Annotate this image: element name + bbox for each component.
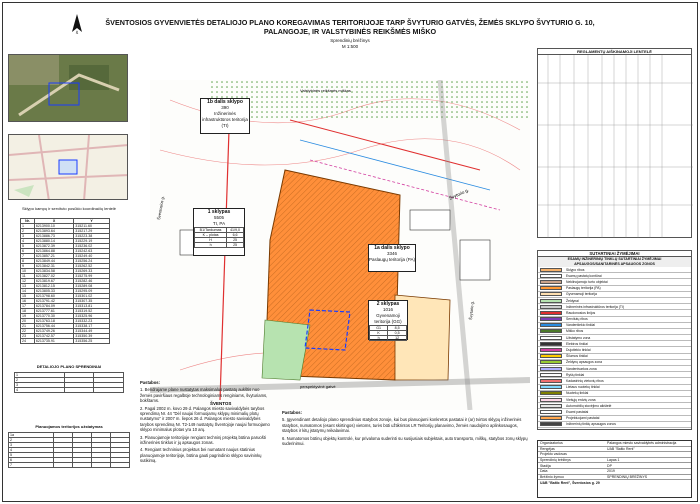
plot2-params xyxy=(369,325,407,341)
aerial-photo-icon xyxy=(9,55,128,122)
table-cell xyxy=(64,388,94,393)
table-cell: 2 xyxy=(9,438,54,443)
title-block-key: Brėžinio žymuo xyxy=(540,474,564,479)
table-cell: 5 xyxy=(9,453,54,458)
table-cell: 6213819.67 xyxy=(34,279,73,284)
table-cell: 22 xyxy=(21,329,35,334)
legend-label: Lietaus nuotekų tinklai xyxy=(566,385,600,390)
legend-label: Inžinerinių tinklų apsaugos zonos xyxy=(566,422,616,427)
legend-sub1: ESAMŲ INŽINERINIŲ TINKLŲ SUTARTINIAI ŽYMĖJIMAI xyxy=(538,257,691,262)
legend-label: Gyvenamoji teritorija xyxy=(566,292,597,297)
drawing-type: Sprendinių brėžinys xyxy=(330,38,370,43)
drawing-scale: M 1:500 xyxy=(341,44,359,49)
legend-swatch xyxy=(540,342,562,346)
title-block-value: SPRENDINIŲ BRĖŽINYS xyxy=(607,474,648,479)
legend-title: SUTARTINIAI ŽYMĖJIMAI xyxy=(538,251,691,257)
table-cell: 315256.24 xyxy=(74,259,110,264)
legend-label: Šilumos tinklai xyxy=(566,354,588,359)
legend-swatch xyxy=(540,336,562,340)
registry-title: REGLAMENTŲ AIŠKINAMOJI LENTELĖ xyxy=(538,49,691,55)
legend-label: Viešųjų erdvių zona xyxy=(566,397,596,402)
note-item: 4. Rengiant techninius projektus bei numatant naujus statinius planuojamoje teritorijoje, būtina gauti pagrindinio sklypo savininkų sutikimą. xyxy=(140,447,262,464)
table-cell: 6213900.10 xyxy=(34,224,73,229)
table-cell: 315217.29 xyxy=(74,229,110,234)
title-block-key: Organizatorius xyxy=(540,441,563,446)
table-cell: 315319.52 xyxy=(74,309,110,314)
legend-swatch xyxy=(540,274,562,278)
table-cell: 315242.63 xyxy=(74,249,110,254)
table-cell: 6213872.39 xyxy=(34,244,73,249)
map-label-forest: Valstybinės reikšmės miškas xyxy=(300,88,351,93)
table-cell: 24 xyxy=(21,339,35,344)
table-cell: 315307.35 xyxy=(74,299,110,304)
legend-label: Nekilnojamojo turto objektai xyxy=(566,279,608,284)
legend-label: Vandentvarkos zona xyxy=(566,366,597,371)
legend-label: Automobilių stovėjimo aikštelė xyxy=(566,403,612,408)
legend-swatch xyxy=(540,410,562,414)
table-header: X xyxy=(34,219,73,224)
table-cell: 315289.08 xyxy=(74,284,110,289)
title-block-key: Rengėjas xyxy=(540,446,555,451)
table-row xyxy=(195,228,244,233)
table-cell: 6 xyxy=(9,458,54,463)
table-cell xyxy=(53,463,72,468)
table-cell: 6213798.60 xyxy=(34,294,73,299)
table-cell: 6213756.44 xyxy=(34,324,73,329)
table-cell: 6213886.73 xyxy=(34,234,73,239)
table-cell: 4 xyxy=(21,239,35,244)
legend-items xyxy=(538,267,691,428)
table-cell: K – plotas xyxy=(195,233,227,238)
title-block-value: 2019 xyxy=(607,469,615,474)
table-cell: 14 xyxy=(21,289,35,294)
table-cell: 6213834.58 xyxy=(34,269,73,274)
legend-label: Inžinerinės infrastruktūros teritorija (TI) xyxy=(566,304,625,309)
legend-swatch xyxy=(540,299,562,303)
table-cell: 23 xyxy=(21,334,35,339)
table-cell: 0,5 xyxy=(388,331,407,336)
map-label-street-3: perspektyvinė gatvė xyxy=(300,384,336,389)
title-block xyxy=(537,440,692,498)
table-cell: 315229.19 xyxy=(74,239,110,244)
table-cell: 6213763.18 xyxy=(34,319,73,324)
legend-label: Vandentiekio tinklai xyxy=(566,323,595,328)
table-cell: 315282.46 xyxy=(74,279,110,284)
aerial-photo-thumbnail xyxy=(8,54,128,122)
table-cell xyxy=(110,463,129,468)
table-row xyxy=(195,243,244,248)
table-cell: 41/9,0 xyxy=(227,228,244,233)
legend-swatch xyxy=(540,323,562,327)
table-cell: 6 xyxy=(21,249,35,254)
title-block-key: Stadija xyxy=(540,463,551,468)
table-cell: 3 xyxy=(21,234,35,239)
table-cell: 315275.99 xyxy=(74,274,110,279)
legend-label: Raudonosios linijos xyxy=(566,310,596,315)
table-cell: 6213770.30 xyxy=(34,314,73,319)
title-block-key: Data xyxy=(540,469,548,474)
table-cell: K xyxy=(370,331,388,336)
table-cell: 6,6 xyxy=(227,233,244,238)
table-cell: 19 xyxy=(21,314,35,319)
table-cell: 315236.02 xyxy=(74,244,110,249)
table-cell: 8 xyxy=(21,259,35,264)
table-cell: G1 xyxy=(370,326,388,331)
legend-swatch xyxy=(540,379,562,383)
notes-left: Pastabos: 1. Bendrajame plane nustatytas maksimalus pastatų aukštis nuo žemės paviršiaus regalbūje technologiniams renginiams, švyturiams, bokštams. 2. Pagal 2002 m. kovo 29 d. Palangos miesto savivaldybės tarybos sprendimą Nr. 44 "Dėl naujai formuojamų sklypų minimalių plotų nustatymo" ir 2007 m. liepos 26 d. Palangos miesto savivaldybės tarybos sprendimą Nr. T2-149 nustatytų Šventojoje naujai formuojamo sklypo minimalus plotas yra 10 arų. 3. Planuojamoje teritorijoje rengiant techninį projektą būtina paruošti inžinerinės tinklus ir jų apsaugos zonas. 4. Rengiant techninius projektus bei numatant naujus statinius planuojamoje teritorijoje, būtina gauti pagrindinio sklypo savininkų sutikimą. xyxy=(140,380,270,464)
table-cell: 11 xyxy=(21,274,35,279)
table-cell: 6213849.44 xyxy=(34,259,73,264)
note-item: 5. Įgyvendinant detaliojo plano sprendinius statybos zonoje, kai bus planuojami konkretūs pastatai ir (ar) tvirtos sklypų inžinerinės statybos, numatomos (esant skirtingos) vietoms, turės būti užtikrintos LR Teritorijų planavimo, žemės naudojimo aplinkosaugos, statybos ir kitų įstatymų reikalavimai. xyxy=(282,417,522,434)
legend-label: Dujotiekio tinklai xyxy=(566,348,591,353)
table-cell: 315332.23 xyxy=(74,319,110,324)
legend-swatch xyxy=(540,416,562,420)
title-block-key: Sprendinių brėžinys xyxy=(540,458,571,463)
note-item: 1. Bendrajame plane nustatytas maksimalus pastatų aukštis nuo žemės paviršiaus regalbūje technologiniams renginiams, švyturiams, bokštams. xyxy=(140,387,268,404)
table-cell xyxy=(91,463,110,468)
table-cell: 6213784.09 xyxy=(34,304,73,309)
table-cell: 3 xyxy=(15,383,65,388)
map-label-town: ŠVENTOS xyxy=(210,401,232,406)
table-cell: 12 xyxy=(388,336,407,341)
table-cell: 8,5 xyxy=(388,326,407,331)
table-cell: 25 xyxy=(227,243,244,248)
table-cell: 6213812.15 xyxy=(34,284,73,289)
legend-swatch xyxy=(540,360,562,364)
table-cell: 9 xyxy=(21,264,35,269)
map-label-street-2: Švyturio g. xyxy=(448,187,470,201)
table-cell: 10 xyxy=(21,269,35,274)
legend-label: Želdynų apsaugos zona xyxy=(566,360,603,365)
title-block-value: Palangos miesto savivaldybės administracija xyxy=(607,441,677,446)
revisions-title: DETALIOJO PLANO SPRENDINIAI xyxy=(36,364,102,369)
legend-label: Užstatymo zona xyxy=(566,335,591,340)
revisions-table xyxy=(14,372,124,393)
location-map-icon xyxy=(9,135,128,200)
notes-middle: Pastabos: 5. Įgyvendinant detaliojo plano sprendinius statybos zonoje, kai bus planuojami konkretūs pastatai ir (ar) tvirtos sklypų inžinerinės statybos, numatomos (esant skirtingos) vietoms, turės būti užtikrintos LR Teritorijų planavimo, žemės naudojimo aplinkosaugos, statybos ir kitų įstatymų reikalavimai. 6. Numatomos būtinų objektų kontrolė, kur privaloma suderinti su susijusiais subjektais, auto transporto, miškų, statybos zonų sklypų suderinimui. xyxy=(282,410,532,446)
title-block-value: Lapas 1 xyxy=(607,458,620,463)
legend-swatch xyxy=(540,292,562,296)
table-row xyxy=(15,388,124,393)
table-cell: 1 xyxy=(15,373,65,378)
table-cell: 16 xyxy=(21,299,35,304)
plot1-params xyxy=(194,227,244,248)
document-title: ŠVENTOSIOS GYVENVIETĖS DETALIOJO PLANO KOREGAVIMAS TERITORIJOJE TARP ŠVYTURIO GATVĖS, ŽEMĖS SKLYPO ŠVYTURIO G. 10, PALANGOJE, IR VALSTYBINĖS REIKŠMĖS MIŠKO xyxy=(105,18,595,36)
table-cell: 6213777.61 xyxy=(34,309,73,314)
table-cell: 6213805.33 xyxy=(34,289,73,294)
legend-swatch xyxy=(540,367,562,371)
table-cell: h xyxy=(195,243,227,248)
table-cell: 17 xyxy=(21,304,35,309)
table-cell xyxy=(94,388,124,393)
registry-grid xyxy=(538,55,693,238)
table-cell: B1/Tankumas xyxy=(195,228,227,233)
legend-label: Esamų pastatų kontūrai xyxy=(566,273,602,278)
legend-swatch xyxy=(540,305,562,309)
legend xyxy=(537,250,692,430)
table-cell: 6213791.42 xyxy=(34,299,73,304)
table-cell: 6213880.14 xyxy=(34,239,73,244)
legend-label: Esami pastatai xyxy=(566,409,589,414)
legend-label: Servitutų ribos xyxy=(566,317,588,322)
legend-label: Kadastrinių vietovių ribos xyxy=(566,378,604,383)
table-cell: 6213842.31 xyxy=(34,264,73,269)
table-cell: 315356.25 xyxy=(74,339,110,344)
legend-swatch xyxy=(540,317,562,321)
subtitle xyxy=(250,38,450,50)
table-row xyxy=(9,463,130,468)
table-header: Nr. xyxy=(21,219,35,224)
legend-label: Paslaugų teritorija (PA) xyxy=(566,286,601,291)
legend-swatch xyxy=(540,391,562,395)
legend-swatch xyxy=(540,398,562,402)
table-cell: 6213735.91 xyxy=(34,339,73,344)
title-block-key: Projekto vadovas xyxy=(540,452,567,457)
table-row xyxy=(21,339,110,344)
plot-box-1: 1 sklypas 5505 TI, PA B1/Tankumas 41/9,0 K – plotas 6,6 H 25 h 25 xyxy=(193,208,245,256)
legend-swatch xyxy=(540,329,562,333)
note-item: 6. Numatomos būtinų objektų kontrolė, kur privaloma suderinti su susijusiais subjektais, auto transporto, miškų, statybos zonų sklypų suderinimui. xyxy=(282,435,528,447)
table-cell: 315350.39 xyxy=(74,334,110,339)
note-item: 3. Planuojamoje teritorijoje rengiant techninį projektą būtina paruošti inžinerinės tinklus ir jų apsaugos zonas. xyxy=(140,434,266,446)
legend-swatch xyxy=(540,422,562,426)
planned-table-title: Planuojamos teritorijos užstatymas xyxy=(35,424,103,429)
table-cell: 315249.40 xyxy=(74,254,110,259)
legend-swatch xyxy=(540,311,562,315)
legend-label: Nuotekų tinklai xyxy=(566,391,589,396)
table-cell: 6213749.26 xyxy=(34,329,73,334)
table-cell: 315313.81 xyxy=(74,304,110,309)
legend-swatch xyxy=(540,280,562,284)
svg-text:Š: Š xyxy=(75,30,79,34)
table-cell: 2 xyxy=(15,378,65,383)
table-cell xyxy=(72,463,91,468)
legend-label: Miško ribos xyxy=(566,329,584,334)
table-cell: 315325.96 xyxy=(74,314,110,319)
table-cell: 315301.02 xyxy=(74,294,110,299)
legend-item xyxy=(538,422,691,428)
table-cell: 4 xyxy=(15,388,65,393)
coord-table-title: Sklypo kampų ir servituto posūkio koordinačių lentelė xyxy=(21,206,117,211)
table-cell: 7 xyxy=(21,254,35,259)
plot-box-1a: 1a dalis sklypo 3346 Paslaugų teritorija (PA) xyxy=(368,244,416,272)
table-cell: 315295.09 xyxy=(74,289,110,294)
table-cell: 315262.52 xyxy=(74,264,110,269)
table-cell: 4 xyxy=(9,448,54,453)
map-label-street-1: Šventosios g. xyxy=(156,195,166,221)
table-cell: 1a xyxy=(9,433,54,438)
legend-label: Elektros tinklai xyxy=(566,341,588,346)
table-cell: 6213857.21 xyxy=(34,254,73,259)
note-item: 2. Pagal 2002 m. kovo 29 d. Palangos miesto savivaldybės tarybos sprendimą Nr. 44 "Dėl naujai formuojamų sklypų minimalių plotų nustatymo" ir 2007 m. liepos 26 d. Palangos miesto savivaldybės tarybos sprendimą Nr. T2-149 nustatytų Šventojoje naujai formuojamo sklypo minimalus plotas yra 10 arų. xyxy=(140,405,270,433)
table-row xyxy=(370,336,407,341)
table-cell: 6213827.02 xyxy=(34,274,73,279)
legend-swatch xyxy=(540,348,562,352)
table-cell: 7 xyxy=(9,463,54,468)
table-cell: 315211.60 xyxy=(74,224,110,229)
title-block-value: UAB "Baltic Rent" xyxy=(607,446,635,451)
north-arrow-icon xyxy=(70,14,84,34)
title-block-value: DP xyxy=(607,463,612,468)
legend-sub2: APSAUGOS/SANITARINĖS APSAUGOS ZONOS xyxy=(538,262,691,267)
table-header: Y xyxy=(74,219,110,224)
table-cell: 6213893.64 xyxy=(34,229,73,234)
table-cell: 2 xyxy=(21,229,35,234)
table-cell: H xyxy=(195,238,227,243)
table-cell: 13 xyxy=(21,284,35,289)
legend-label: Projektuojami pastatai xyxy=(566,416,600,421)
table-cell: 3 xyxy=(9,443,54,448)
legend-swatch xyxy=(540,385,562,389)
table-cell: 25 xyxy=(227,238,244,243)
coordinate-table xyxy=(20,218,110,344)
table-cell: 21 xyxy=(21,324,35,329)
planned-table xyxy=(8,432,130,468)
table-cell: h xyxy=(370,336,388,341)
table-cell: 315338.17 xyxy=(74,324,110,329)
location-map-thumbnail xyxy=(8,134,128,200)
plot-box-2: 2 sklypas 1016 Gyvenamoji teritorija (GG) G1 8,5 K 0,5 h 12 xyxy=(368,300,408,340)
legend-swatch xyxy=(540,354,562,358)
legend-label: Želdynai xyxy=(566,298,579,303)
legend-swatch xyxy=(540,268,562,272)
table-cell: 6213742.57 xyxy=(34,334,73,339)
legend-swatch xyxy=(540,404,562,408)
table-cell: 315344.49 xyxy=(74,329,110,334)
legend-swatch xyxy=(540,286,562,290)
legend-label: Sklypo ribos xyxy=(566,267,585,272)
table-cell: 15 xyxy=(21,294,35,299)
table-cell: 1 xyxy=(21,224,35,229)
legend-label: Ryšių tinklai xyxy=(566,372,585,377)
table-cell: 20 xyxy=(21,319,35,324)
map-label-street-4: Švyturio g. xyxy=(468,300,475,321)
table-cell: 12 xyxy=(21,279,35,284)
company-name: UAB "Baltic Rent", Šventosios g. 29 xyxy=(540,481,600,486)
plot-box-1b: 1b dalis sklypo 390 Inžinerinės infrastruktūros teritorija (TI) xyxy=(200,98,250,134)
table-cell: 6213864.88 xyxy=(34,249,73,254)
registry-table xyxy=(537,48,692,238)
table-cell: 315269.33 xyxy=(74,269,110,274)
table-cell: 18 xyxy=(21,309,35,314)
table-cell: 5 xyxy=(21,244,35,249)
legend-swatch xyxy=(540,373,562,377)
table-cell: 315223.38 xyxy=(74,234,110,239)
